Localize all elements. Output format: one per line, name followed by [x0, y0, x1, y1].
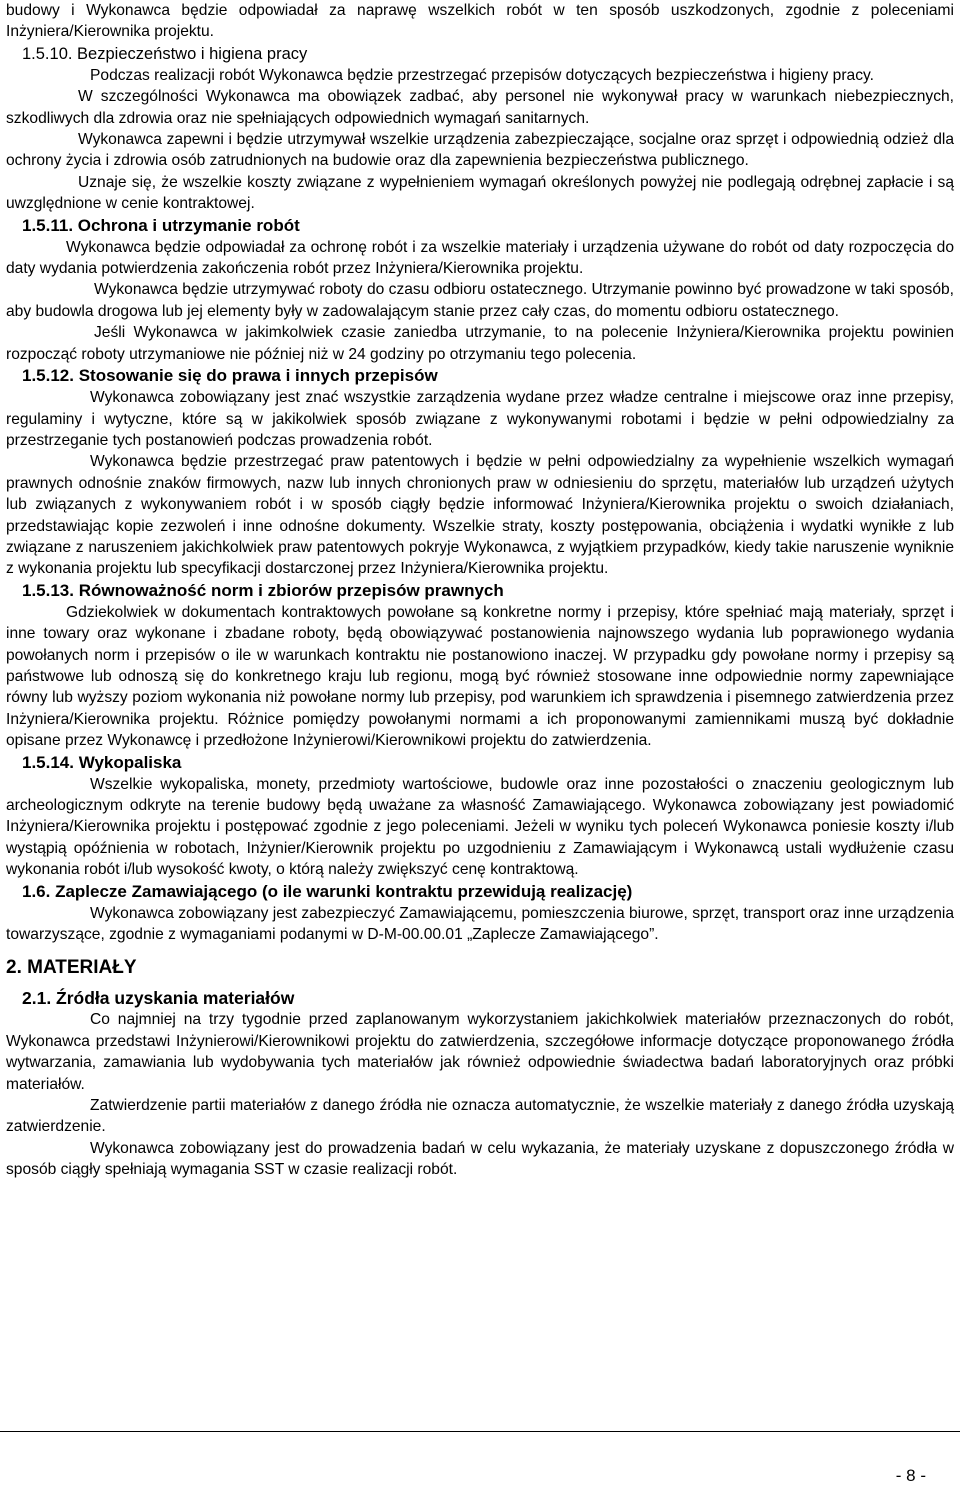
- paragraph-continuation: budowy i Wykonawca będzie odpowiadał za naprawę wszelkich robót w ten sposób uszkodzonych, zgodnie z poleceniami Inżyniera/Kierownika projektu.: [6, 2, 954, 41]
- paragraph: Wykonawca będzie utrzymywać roboty do czasu odbioru ostatecznego. Utrzymanie powinno być prowadzone w taki sposób, aby budowla drogowa lub jej elementy były w zadowalającym stanie przez cały czas, do momentu odbioru ostatecznego.: [6, 281, 954, 320]
- paragraph: Wykonawca zobowiązany jest zabezpieczyć Zamawiającemu, pomieszczenia biurowe, sprzęt, transport oraz inne urządzenia towarzyszące, zgodnie z wymaganiami podanymi w D-M-00.00.01 „Zaplecze Zamawiającego”.: [6, 904, 954, 944]
- paragraph: Gdziekolwiek w dokumentach kontraktowych powołane są konkretne normy i przepisy, które spełniać mają materiały, sprzęt i inne towary oraz wykonane i zbadane roboty, będą obowiązywać postanowienia najnowszego wydania lub poprawionego wydania powołanych norm i przepisów o ile w warunkach kontraktu nie postanowiono inaczej. W przypadku gdy powołane normy i przepisy są państwowe lub odnoszą się do konkretnego kraju lub regionu, mogą być również stosowane inne odpowiednie normy zapewniające równy lub wyższy poziom wykonania niż powołane normy lub przepisy, pod warunkiem ich sprawdzenia i pisemnego zatwierdzenia przez Inżyniera/Kierownika projektu. Różnice pomiędzy powołanymi normami a ich proponowanymi zamiennikami muszą być dokładnie opisane przez Wykonawcę i przedłożone Inżynierowi/Kierownikowi projektu do zatwierdzenia.: [6, 603, 954, 750]
- page-content: [6, 0, 954, 1181]
- section-heading-1-5-10: 1.5.10. Bezpieczeństwo i higiena pracy: [22, 44, 308, 63]
- section-heading-1-5-13: 1.5.13. Równoważność norm i zbiorów przepisów prawnych: [22, 580, 504, 600]
- paragraph: Jeśli Wykonawca w jakimkolwiek czasie zaniedba utrzymanie, to na polecenie Inżyniera/Kierownika projektu powinien rozpocząć roboty utrzymaniowe nie później niż w 24 godziny po otrzymaniu tego polecenia.: [6, 324, 954, 363]
- paragraph: Podczas realizacji robót Wykonawca będzie przestrzegać przepisów dotyczących bezpieczeństwa i higieny pracy.: [90, 66, 874, 84]
- paragraph: Wszelkie wykopaliska, monety, przedmioty wartościowe, budowle oraz inne pozostałości o znaczeniu geologicznym lub archeologicznym odkryte na terenie budowy będą uważane za własność Zamawiającego. Wykonawca zobowiązany jest powiadomić Inżyniera/Kierownika projektu i postępować zgodnie z jego poleceniami. Jeżeli w wyniku tych poleceń Wykonawca poniesie koszty i/lub wystąpią opóźnienia w robotach, Inżynier/Kierownik projektu po uzgodnieniu z Zamawiającym i Wykonawcą ustali wydłużenie czasu wykonania robót i/lub wysokość kwoty, o którą należy zwiększyć cenę kontraktową.: [6, 775, 954, 879]
- section-heading-1-5-14: 1.5.14. Wykopaliska: [22, 752, 182, 772]
- paragraph: Wykonawca zobowiązany jest do prowadzenia badań w celu wykazania, że materiały uzyskane z dopuszczonego źródła w sposób ciągły spełniają wymagania SST w czasie realizacji robót.: [6, 1139, 954, 1179]
- paragraph: Wykonawca zapewni i będzie utrzymywał wszelkie urządzenia zabezpieczające, socjalne oraz sprzęt i odpowiednią odzież dla ochrony życia i zdrowia osób zatrudnionych na budowie oraz dla zapewnienia bezpieczeństwa publicznego.: [6, 131, 954, 170]
- paragraph: Wykonawca zobowiązany jest znać wszystkie zarządzenia wydane przez władze centralne i miejscowe oraz inne przepisy, regulaminy i wytyczne, które są w jakikolwiek sposób związane z wykonywanymi robotami i będzie w pełni odpowiedzialny za przestrzeganie tych postanowień podczas prowadzenia robót.: [6, 389, 954, 449]
- paragraph: Uznaje się, że wszelkie koszty związane z wypełnieniem wymagań określonych powyżej nie podlegają odrębnej zapłacie i są uwzględnione w cenie kontraktowej.: [6, 173, 954, 213]
- paragraph: Co najmniej na trzy tygodnie przed zaplanowanym wykorzystaniem jakichkolwiek materiałów przeznaczonych do robót, Wykonawca przedstawi Inżynierowi/Kierownikowi projektu do zatwierdzenia, szczegółowe informacje dotyczące proponowanego źródła wytwarzania, zamawiania lub wydobywania tych materiałów jak również odpowiednie świadectwa badań laboratoryjnych oraz próbki materiałów.: [6, 1011, 954, 1093]
- section-heading-1-5-11: 1.5.11. Ochrona i utrzymanie robót: [22, 215, 300, 235]
- footer-divider: [0, 1431, 960, 1432]
- page-number: - 8 -: [895, 1466, 926, 1485]
- section-heading-1-5-12: 1.5.12. Stosowanie się do prawa i innych przepisów: [22, 366, 438, 386]
- chapter-heading-2: 2. MATERIAŁY: [6, 957, 137, 979]
- section-heading-1-6: 1.6. Zaplecze Zamawiającego (o ile warunki kontraktu przewidują realizację): [22, 881, 633, 901]
- paragraph: Wykonawca będzie odpowiadał za ochronę robót i za wszelkie materiały i urządzenia używane do robót od daty rozpoczęcia do daty wydania potwierdzenia zakończenia robót przez Inżyniera/Kierownika projektu.: [6, 238, 954, 278]
- paragraph: W szczególności Wykonawca ma obowiązek zadbać, aby personel nie wykonywał pracy w warunkach niebezpiecznych, szkodliwych dla zdrowia oraz nie spełniających odpowiednich wymagań sanitarnych.: [6, 88, 954, 127]
- paragraph: Zatwierdzenie partii materiałów z danego źródła nie oznacza automatycznie, że wszelkie materiały z danego źródła uzyskają zatwierdzenie.: [6, 1097, 954, 1136]
- paragraph: Wykonawca będzie przestrzegać praw patentowych i będzie w pełni odpowiedzialny za wypełnienie wszelkich wymagań prawnych odnośnie znaków firmowych, nazw lub innych chronionych praw w odniesieniu do sprzętu, materiałów lub urządzeń użytych lub związanych z wykonywaniem robót i w sposób ciągły będzie informować Inżyniera/Kierownika projektu o swoich działaniach, przedstawiając kopie zezwoleń i inne odnośne dokumenty. Wszelkie straty, koszty postępowania, obciążenia i wydatki wynikłe z lub związane z naruszeniem jakichkolwiek praw patentowych pokryje Wykonawca, z wyjątkiem przypadków, kiedy takie naruszenie wyniknie z wykonania projektu lub specyfikacji dostarczonej przez Inżyniera/Kierownika projektu.: [6, 453, 954, 578]
- section-heading-2-1: 2.1. Źródła uzyskania materiałów: [22, 988, 295, 1009]
